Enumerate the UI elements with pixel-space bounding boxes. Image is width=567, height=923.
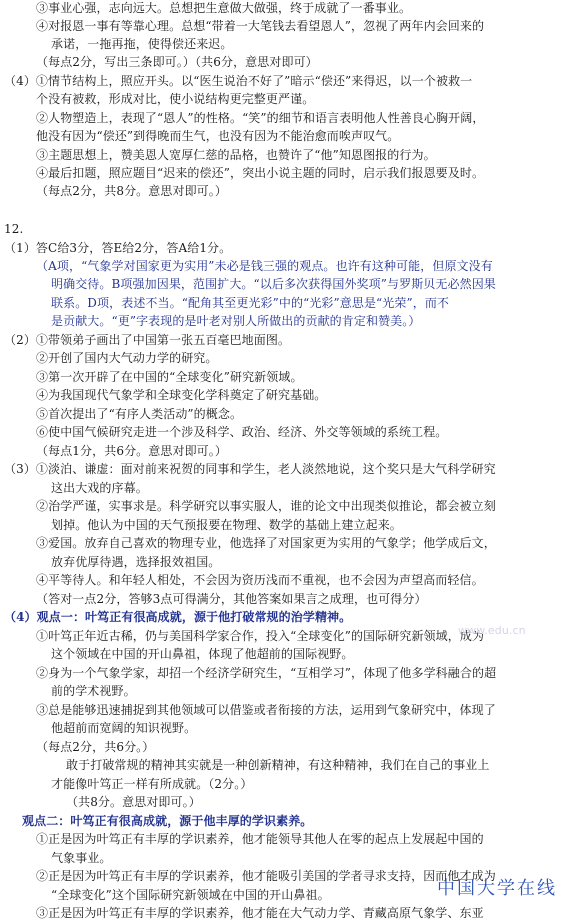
text-line: ③正是因为叶笃正有丰厚的学识素养，他才能在大气动力学、青藏高原气象学、东亚	[36, 906, 484, 920]
text-line: 联系。D项，表述不当。“配角其至更光彩”中的“光彩”意思是“光荣”，而不	[51, 296, 450, 310]
text-line: （4）①情节结构上，照应开头。以“医生说治不好了”暗示“偿还”来得迟，以一个被救一	[4, 74, 473, 88]
text-line: 才能像叶笃正一样有所成就。（2分。）	[51, 777, 253, 791]
text-line: ②身为一个气象学家，却招一个经济学研究生，“互相学习”，体现了他多学科融合的超	[36, 666, 497, 680]
text-line: 划掉。他认为中国的天气预报要在物理、数学的基础上建立起来。	[51, 518, 402, 532]
text-line: ④对报恩一事有等靠心理。总想“带着一大笔钱去看望恩人”，忽视了两年内会回来的	[36, 19, 485, 33]
text-line: （每点2分，共6分。）	[36, 740, 155, 754]
text-line: （每点1分，共6分。意思对即可。）	[36, 444, 227, 458]
text-line: ②人物塑造上，表现了“恩人”的性格。“笑”的细节和语言表明他人性善良心胸开阔，	[36, 111, 485, 125]
text-line: 他超前而宽阔的知识视野。	[51, 721, 197, 735]
text-line: 前的学术视野。	[51, 684, 136, 698]
watermark-logo-text: 中国大学在线	[437, 878, 557, 899]
text-line: ⑥使中国气候研究走进一个涉及科学、政治、经济、外交等领域的系统工程。	[36, 425, 448, 439]
text-line: ④平等待人。和年轻人相处，不会因为资历浅而不重视，也不会因为声望高而轻信。	[36, 573, 484, 587]
text-line: 个没有被救，形成对比，使小说结构更完整更严谨。	[36, 92, 315, 106]
text-line: （A项，“气象学对国家更为实用”未必是钱三强的观点。也许有这种可能，但原文没有	[36, 259, 493, 273]
text-line: （共8分。意思对即可。）	[66, 795, 201, 809]
text-line: （2）①带领弟子画出了中国第一张五百毫巴地面图。	[4, 333, 291, 347]
text-line: ⑤首次提出了“有序人类活动”的概念。	[36, 407, 243, 421]
text-line: “全球变化”这个国际研究新领域在中国的开山鼻祖。	[51, 888, 330, 902]
viewpoint-heading: 观点二：叶笃正有很高成就，源于他丰厚的学识素养。	[22, 814, 313, 828]
text-line: （1）答C给3分，答E给2分，答A给1分。	[4, 241, 232, 255]
text-line: 承诺，一拖再拖，使得偿还来迟。	[51, 37, 233, 51]
text-line: （3）①淡泊、谦虚：面对前来祝贺的同事和学生，老人淡然地说，这个奖只是大气科学研究	[4, 462, 496, 476]
text-line: ④最后扣题，照应题目“迟来的偿还”，突出小说主题的同时，启示我们报恩要及时。	[36, 166, 485, 180]
text-line: （每点2分，共8分。意思对即可。）	[36, 184, 227, 198]
text-line: ②正是因为叶笃正有丰厚的学识素养，他才能吸引美国的学者寻求支持，因而他才成为	[36, 869, 496, 883]
text-line: 明确交待。B项强加因果，范围扩大。“以后多次获得国外奖项”与罗斯贝无必然因果	[51, 277, 496, 291]
text-line: ③第一次开辟了在中国的“全球变化”研究新领域。	[36, 370, 303, 384]
text-line: 他没有因为“偿还”到得晚而生气，也没有因为不能治愈而唉声叹气。	[36, 129, 400, 143]
text-line: ②开创了国内大气动力学的研究。	[36, 351, 218, 365]
question-number: 12.	[4, 222, 24, 236]
text-line: ③事业心强，志向远大。总想把生意做大做强，终于成就了一番事业。	[36, 1, 412, 15]
text-line: 放弃优厚待遇，选择报效祖国。	[51, 555, 221, 569]
faint-watermark: www.edu.cn	[458, 624, 526, 637]
text-line: ①正是因为叶笃正有丰厚的学识素养，他才能领导其他人在零的起点上发展起中国的	[36, 832, 484, 846]
text-line: ③总是能够迅速捕捉到其他领域可以借鉴或者衔接的方法，运用到气象研究中，体现了	[36, 703, 496, 717]
viewpoint-heading: （4）观点一：叶笃正有很高成就，源于他打破常规的治学精神。	[4, 610, 352, 624]
text-line: 气象事业。	[51, 851, 112, 865]
text-line: （答对一点2分，答够3点可得满分，其他答案如果言之成理，也可得分）	[36, 592, 427, 606]
text-line: 是贡献大。“更”字表现的是叶老对别人所做出的贡献的肯定和赞美。）	[51, 314, 421, 328]
text-line: ②治学严谨，实事求是。科学研究以事实服人，谁的论文中出现类似推论，都会被立刻	[36, 499, 496, 513]
text-line: 敢于打破常规的精神其实就是一种创新精神，有这种精神，我们在自己的事业上	[66, 758, 490, 772]
text-line: 这出大戏的序幕。	[51, 481, 148, 495]
text-line: （每点2分，写出三条即可。）（共6分，意思对即可）	[36, 55, 318, 69]
text-line: 这个领域在中国的开山鼻祖，体现了他超前的国际视野。	[51, 647, 354, 661]
text-line: ③主题思想上，赞美恩人宽厚仁慈的品格，也赞许了“他”知恩图报的行为。	[36, 148, 436, 162]
text-line: ①叶笃正年近古稀，仍与美国科学家合作，投入“全球变化”的国际研究新领域，成为	[36, 629, 485, 643]
text-line: ③爱国。放弃自己喜欢的物理专业，他选择了对国家更为实用的气象学；他学成后文，	[36, 536, 496, 550]
text-line: ④为我国现代气象学和全球变化学科奠定了研究基础。	[36, 388, 327, 402]
